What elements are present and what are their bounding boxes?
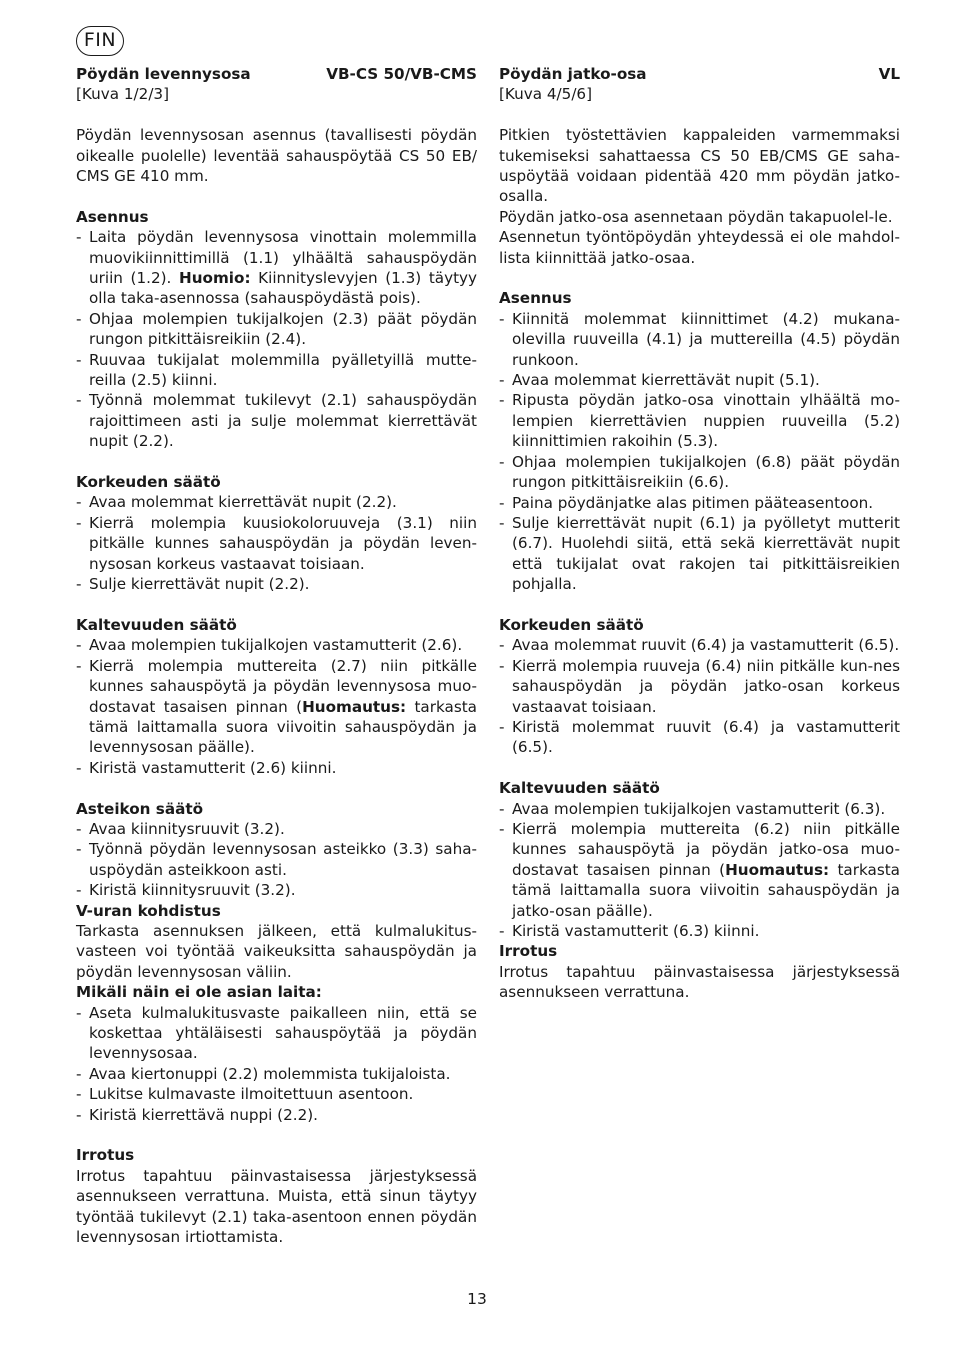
- vuran-subtitle: Mikäli näin ei ole asian laita:: [76, 983, 322, 1002]
- step-item: [76, 758, 477, 778]
- step-item: - Aseta kulmalukitusvaste paikalleen niin, että se koskettaa yhtäläisesti sahauspöytää ja pöydän levennysosaa.: [76, 1003, 477, 1064]
- step-item: [499, 493, 900, 513]
- step-text: Kiinnitä molemmat kiinnittimet (4.2) mukana-olevilla ruuveilla (4.1) ja muttereilla (4.5) pöydän runkoon.: [512, 309, 900, 369]
- section-title: Kaltevuuden säätö: [499, 779, 660, 798]
- left-header: [76, 64, 477, 84]
- step-item: [499, 513, 900, 595]
- step-list: [76, 227, 477, 451]
- section-title: Kaltevuuden säätö: [76, 615, 237, 634]
- step-note-label: Huomautus:: [302, 697, 407, 716]
- step-item: [76, 635, 477, 655]
- step-item: [499, 635, 900, 655]
- instruction-section: [76, 615, 477, 778]
- step-item: [76, 880, 477, 900]
- vuran-section: [76, 901, 477, 1125]
- step-text: Kiristä molemmat ruuvit (6.4) ja vastamutterit (6.5).: [512, 717, 900, 757]
- step-text: Avaa molemmat kierrettävät nupit (2.2).: [89, 493, 397, 512]
- right-header: [499, 64, 900, 84]
- step-text: tarkasta tämä laittamalla suora viivoitin sahauspöydän ja jatko-osan päälle).: [512, 860, 900, 920]
- left-intro: Pöydän levennysosan asennus (tavallisesti pöydän oikealle puolelle) leventää sahauspöytää CS 50 EB/ CMS GE 410 mm.: [76, 126, 477, 186]
- step-item: [499, 656, 900, 717]
- step-text: Kiristä kiinnitysruuvit (3.2).: [89, 881, 296, 900]
- step-item: [499, 370, 900, 390]
- step-text: Kierrä molempia kuusiokoloruuveja (3.1) niin pitkälle kunnes sahauspöydän ja pöydän leven-nysosan korkeus vastaavat toisiaan.: [89, 513, 477, 573]
- step-text: Kiristä vastamutterit (6.3) kiinni.: [512, 922, 760, 940]
- step-text: Kierrä molempia muttereita (2.7) niin pitkälle kunnes sahauspöytä ja pöydän levennysosa muo-dostavat tasaisen pinnan (: [89, 656, 477, 716]
- step-item: [76, 309, 477, 350]
- step-item: - Lukitse kulmavaste ilmoitettuun asentoon.: [76, 1084, 477, 1104]
- instruction-section: [499, 288, 900, 594]
- page-number: 13: [467, 1290, 487, 1308]
- step-text: Avaa molempien tukijalkojen vastamutterit (2.6).: [89, 636, 463, 655]
- left-removal-section: [76, 1145, 477, 1247]
- left-model: VB-CS 50/VB-CMS: [326, 65, 477, 83]
- step-text: Sulje kierrettävät nupit (2.2).: [89, 575, 310, 594]
- instruction-section: [76, 472, 477, 594]
- instruction-section: [76, 799, 477, 901]
- step-item: [499, 799, 900, 819]
- left-sections: [76, 207, 477, 901]
- left-removal-title: Irrotus: [76, 1146, 135, 1165]
- step-item: [76, 839, 477, 880]
- step-text: tarkasta tämä laittamalla suora viivoitin sahauspöydän ja levennysosan päälle).: [89, 697, 477, 757]
- step-text: Laita pöydän levennysosa vinottain molemmilla muovikiinnittimillä (1.1) ylhäältä sahauspöydän uriin (1.2).: [89, 228, 477, 288]
- right-column: [499, 64, 900, 1003]
- step-item: [499, 717, 900, 758]
- section-title: Asteikon säätö: [76, 799, 204, 818]
- step-item: - Kiristä kierrettävä nuppi (2.2).: [76, 1105, 477, 1125]
- language-badge: FIN: [76, 26, 124, 56]
- step-item: [499, 390, 900, 451]
- step-item: [499, 921, 900, 941]
- vuran-list: [76, 1003, 477, 1125]
- step-text: Sulje kierrettävät nupit (6.1) ja pyölletyt mutterit (6.7). Huolehdi siitä, että sekä kierrettävät nupit että tukijalat ovat rakojen tai pitkittäisreikien pohjalla.: [512, 513, 900, 594]
- step-note-label: Huomautus:: [725, 860, 830, 879]
- step-item: [76, 390, 477, 451]
- section-title: Korkeuden säätö: [499, 615, 644, 634]
- step-item: [76, 574, 477, 594]
- step-text: Työnnä molemmat tukilevyt (2.1) sahauspöydän rajoittimeen asti ja sulje molemmat kierrettävät nupit (2.2).: [89, 391, 477, 451]
- step-text: Paina pöydänjatke alas pitimen pääteasentoon.: [512, 493, 874, 512]
- step-item: [499, 819, 900, 921]
- step-list: [76, 819, 477, 901]
- step-item: [76, 819, 477, 839]
- right-intro: [499, 125, 900, 268]
- step-text: Avaa kiinnitysruuvit (3.2).: [89, 819, 285, 838]
- step-item: [76, 513, 477, 574]
- right-figure-ref: [Kuva 4/5/6]: [499, 85, 593, 104]
- left-figure-ref: [Kuva 1/2/3]: [76, 85, 170, 104]
- step-item: [76, 227, 477, 309]
- step-list: [499, 309, 900, 595]
- left-removal-text: Irrotus tapahtuu päinvastaisessa järjestyksessä asennukseen verrattuna. Muista, että sinun täytyy työntää tukilevyt (2.1) taka-asentoon ennen pöydän levennysosan irtiottamista.: [76, 1166, 477, 1247]
- right-removal-text: Irrotus tapahtuu päinvastaisessa järjestyksessä asennukseen verrattuna.: [499, 962, 900, 1002]
- instruction-section: [76, 207, 477, 452]
- step-item: [76, 656, 477, 758]
- step-text: Ohjaa molempien tukijalkojen (6.8) päät pöydän rungon pitkittäisreikiin (6.6).: [512, 452, 900, 492]
- step-list: [499, 799, 900, 942]
- step-text: Avaa molemmat ruuvit (6.4) ja vastamutterit (6.5).: [512, 636, 900, 655]
- right-model: VL: [878, 65, 900, 83]
- right-removal-section: [499, 941, 900, 1002]
- step-list: [76, 492, 477, 594]
- step-item: [499, 452, 900, 493]
- step-text: Avaa molempien tukijalkojen vastamutterit (6.3).: [512, 799, 886, 818]
- step-item: [76, 492, 477, 512]
- left-title: Pöydän levennysosa: [76, 65, 251, 83]
- right-intro-paragraph: Asennetun työntöpöydän yhteydessä ei ole mahdol-lista kiinnittää jatko-osaa.: [499, 228, 900, 267]
- left-column: [76, 64, 477, 1247]
- step-note-label: Huomio:: [179, 269, 251, 288]
- step-item: - Avaa kiertonuppi (2.2) molemmista tukijaloista.: [76, 1064, 477, 1084]
- section-title: Asennus: [499, 289, 572, 308]
- step-text: Työnnä pöydän levennysosan asteikko (3.3) saha-uspöydän asteikkoon asti.: [89, 840, 477, 879]
- step-list: [76, 635, 477, 778]
- step-item: [76, 350, 477, 391]
- step-text: Ohjaa molempien tukijalkojen (2.3) päät pöydän rungon pitkittäisreikiin (2.4).: [89, 309, 477, 349]
- step-text: Kierrä molempia muttereita (6.2) niin pitkälle kunnes sahauspöytä ja pöydän jatko-osa muo-dostavat tasaisen pinnan (: [512, 819, 900, 879]
- step-text: Kiristä vastamutterit (2.6) kiinni.: [89, 758, 337, 777]
- section-title: Korkeuden säätö: [76, 473, 221, 492]
- vuran-text: Tarkasta asennuksen jälkeen, että kulmalukitus-vasteen voi työntää vaikeuksitta sahauspöydän ja pöydän levennysosan väliin.: [76, 921, 477, 981]
- right-intro-paragraph: Pitkien työstettävien kappaleiden varmemmaksi tukemiseksi sahattaessa CS 50 EB/CMS GE saha-uspöytää voidaan pidentää 420 mm pöydän jatko-osalla.: [499, 126, 900, 206]
- step-text: Kierrä molempia ruuveja (6.4) niin pitkälle kun-nes sahauspöydän ja pöydän jatko-osan korkeus vastaavat toisiaan.: [512, 656, 900, 716]
- vuran-title: V-uran kohdistus: [76, 901, 221, 920]
- step-text: Ripusta pöydän jatko-osa vinottain ylhäältä mo-lempien kierrettävien nuppien ruuveilla (5.2) kiinnittimien rakoihin (5.3).: [512, 391, 900, 451]
- step-text: Ruuvaa tukijalat molemmilla pyälletyillä mutte-reilla (2.5) kiinni.: [89, 350, 477, 390]
- step-item: [499, 309, 900, 370]
- right-intro-paragraph: Pöydän jatko-osa asennetaan pöydän takapuolel-le.: [499, 207, 893, 226]
- step-text: Avaa molemmat kierrettävät nupit (5.1).: [512, 371, 820, 390]
- right-removal-title: Irrotus: [499, 942, 558, 961]
- instruction-section: [499, 778, 900, 941]
- right-title: Pöydän jatko-osa: [499, 65, 647, 83]
- step-list: [499, 635, 900, 757]
- right-sections: [499, 288, 900, 941]
- instruction-section: [499, 615, 900, 758]
- step-text: Kiinnityslevyjen (1.3) täytyy olla taka-asennossa (sahauspöydästä pois).: [89, 269, 478, 308]
- section-title: Asennus: [76, 207, 149, 226]
